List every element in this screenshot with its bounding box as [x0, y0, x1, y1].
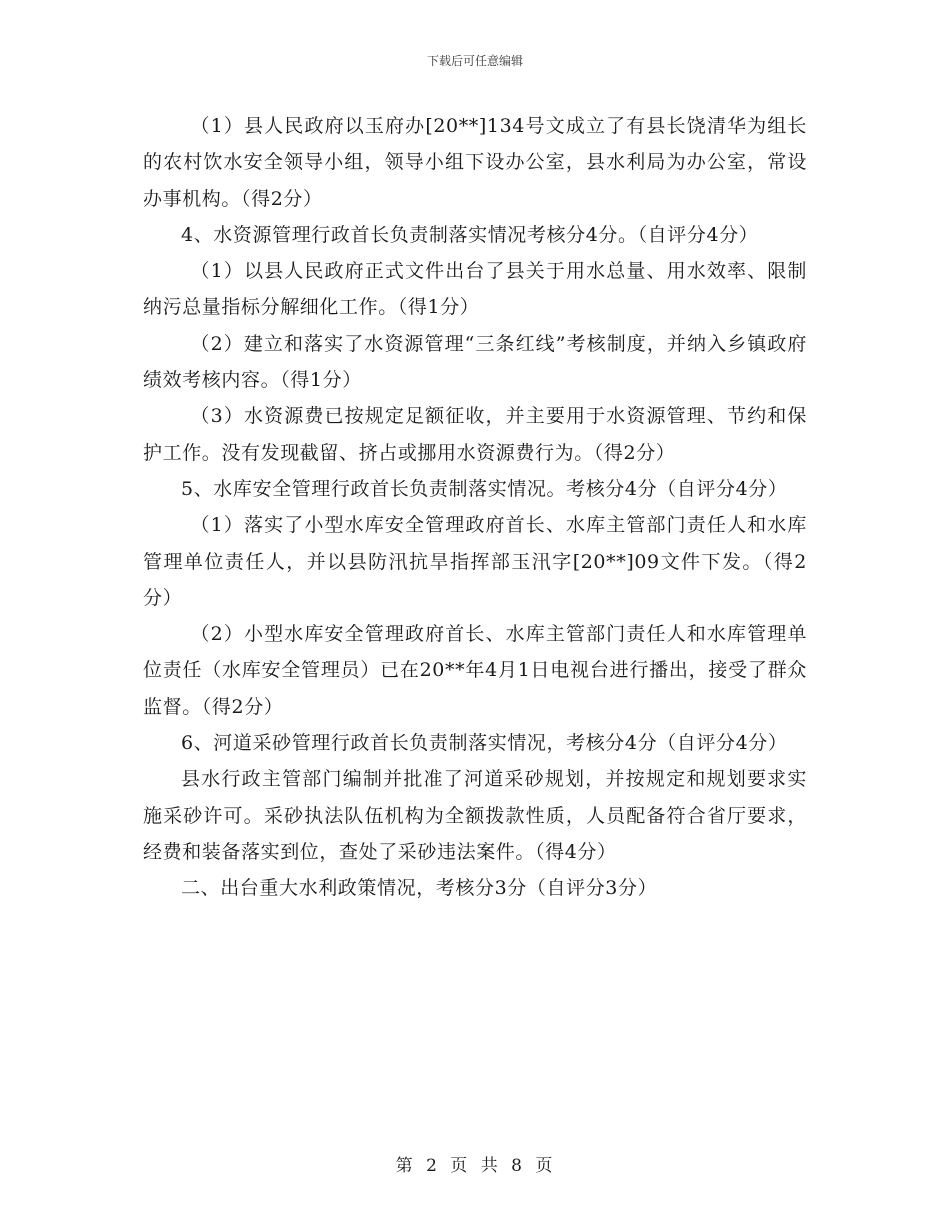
paragraph-item-4-1: （1）以县人民政府正式文件出台了县关于用水总量、用水效率、限制纳污总量指标分解细化工作。（得1分） — [143, 260, 807, 319]
paragraph-section-6-body: 县水行政主管部门编制并批准了河道采砂规划，并按规定和规划要求实施采砂许可。采砂执法队伍机构为全额拨款性质，人员配备符合省厅要求，经费和装备落实到位，查处了采砂违法案件。（得4分） — [143, 768, 807, 863]
section-heading-5: 5、水库安全管理行政首长负责制落实情况。考核分4分（自评分4分） — [181, 477, 788, 500]
section-heading-6: 6、河道采砂管理行政首长负责制落实情况，考核分4分（自评分4分） — [181, 732, 788, 755]
section-heading-2: 二、出台重大水利政策情况，考核分3分（自评分3分） — [181, 877, 658, 900]
paragraph-item-5-2: （2）小型水库安全管理政府首长、水库主管部门责任人和水库管理单位责任（水库安全管理员）已在20**年4月1日电视台进行播出，接受了群众监督。（得2分） — [143, 623, 807, 718]
page-header: 下载后可任意编辑 — [426, 54, 523, 68]
paragraph-item-4-3: （3）水资源费已按规定足额征收，并主要用于水资源管理、节约和保护工作。没有发现截留、挤占或挪用水资源费行为。（得2分） — [143, 405, 807, 464]
document-body — [143, 108, 807, 907]
page-number: 第 2 页 共 8 页 — [395, 1156, 555, 1176]
paragraph-item-5-1: （1）落实了小型水库安全管理政府首长、水库主管部门责任人和水库管理单位责任人，并以县防汛抗旱指挥部玉汛字[20**]09文件下发。（得2分） — [143, 514, 807, 609]
section-heading-4: 4、水资源管理行政首长负责制落实情况考核分4分。（自评分4分） — [181, 223, 759, 246]
paragraph-item-4-2: （2）建立和落实了水资源管理“三条红线”考核制度，并纳入乡镇政府绩效考核内容。（得1分） — [143, 332, 807, 392]
paragraph-item-1: （1）县人民政府以玉府办[20**]134号文成立了有县长饶清华为组长的农村饮水安全领导小组，领导小组下设办公室，县水利局为办公室，常设办事机构。（得2分） — [143, 115, 807, 210]
